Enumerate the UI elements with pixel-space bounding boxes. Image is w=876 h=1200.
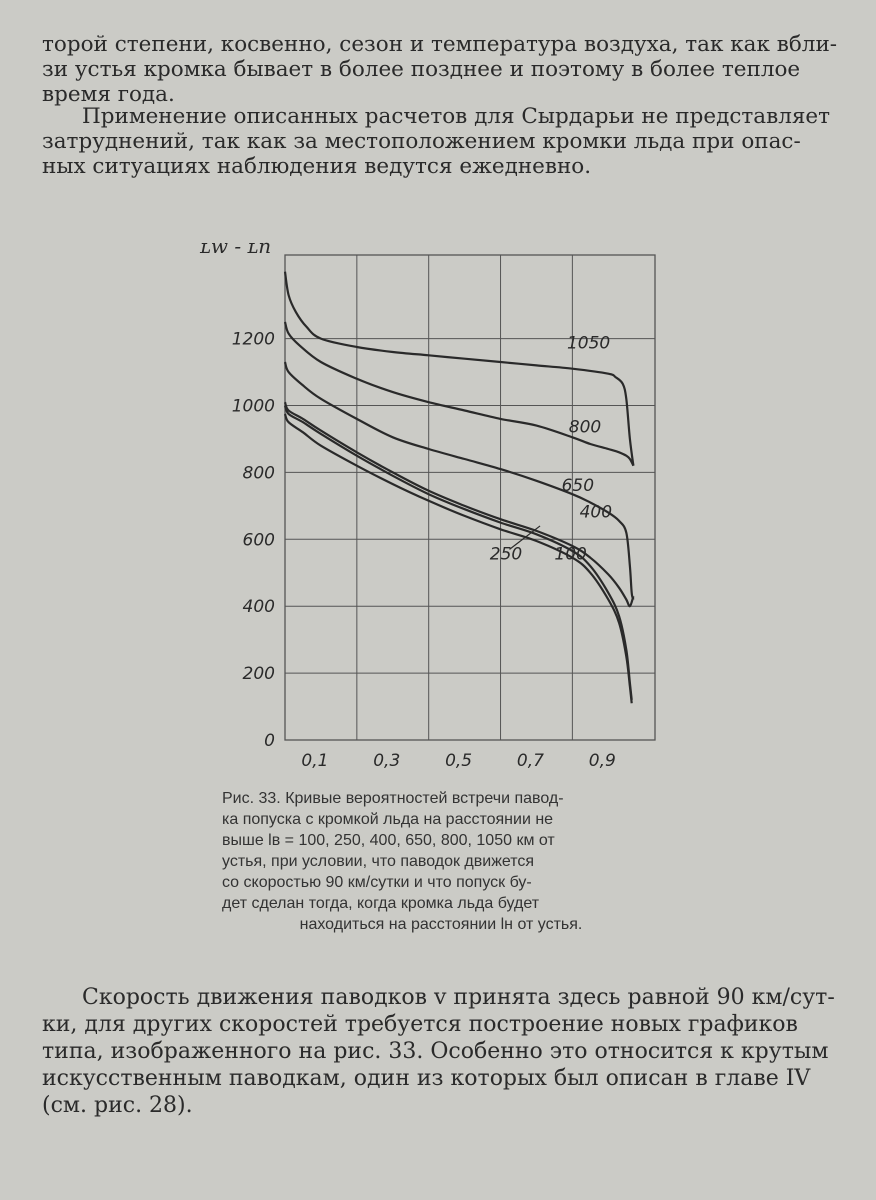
caption-line: со скоростью 90 км/сутки и что попуск бу- bbox=[222, 874, 532, 891]
caption-line: устья, при условии, что паводок движется bbox=[222, 853, 535, 870]
text-line: (см. рис. 28). bbox=[42, 1093, 193, 1118]
text-line: время года. bbox=[42, 82, 175, 107]
text-line: ных ситуациях наблюдения ведутся ежедневно. bbox=[42, 154, 592, 179]
curve-label-100: 100 bbox=[554, 544, 587, 565]
x-tick-label: 0,7 bbox=[516, 751, 544, 771]
y-tick-label: 800 bbox=[242, 463, 275, 484]
text-line: зи устья кромка бывает в более позднее и поэтому в более теплое bbox=[42, 57, 801, 82]
text-line: затруднений, так как за местоположением кромки льда при опас- bbox=[42, 129, 801, 154]
curve-label-400: 400 bbox=[579, 502, 613, 523]
paragraph-3 bbox=[42, 984, 835, 1119]
y-axis-label: ʟw - ʟn bbox=[200, 234, 272, 258]
y-tick-label: 1000 bbox=[231, 396, 275, 417]
text-line: ки, для других скоростей требуется построение новых графиков bbox=[42, 1012, 798, 1037]
figure-caption bbox=[222, 788, 660, 935]
x-tick-label: 0,9 bbox=[588, 751, 616, 771]
y-tick-label: 1200 bbox=[231, 329, 275, 350]
text-line: Применение описанных расчетов для Сырдарьи не представляет bbox=[82, 104, 831, 129]
x-tick-label: 0,5 bbox=[445, 751, 473, 771]
y-tick-label: 400 bbox=[242, 597, 275, 618]
x-tick-label: 0,1 bbox=[301, 751, 329, 771]
caption-line: Рис. 33. Кривые вероятностей встречи павод- bbox=[222, 790, 564, 807]
paragraph-1 bbox=[42, 32, 838, 107]
paragraph-2 bbox=[42, 104, 832, 179]
caption-line: выше lв = 100, 250, 400, 650, 800, 1050 км от bbox=[222, 832, 555, 849]
plot-frame bbox=[285, 255, 655, 740]
curve-label-800: 800 bbox=[568, 417, 602, 438]
y-tick-label: 0 bbox=[264, 731, 275, 751]
curve-label-650: 650 bbox=[561, 475, 595, 496]
caption-line: находиться на расстоянии lн от устья. bbox=[299, 916, 583, 933]
caption-line: дет сделан тогда, когда кромка льда будет bbox=[222, 895, 540, 912]
y-tick-label: 600 bbox=[242, 530, 275, 551]
probability-chart bbox=[190, 225, 670, 780]
x-tick-label: 0,3 bbox=[373, 751, 401, 771]
y-tick-label: 200 bbox=[242, 664, 275, 685]
text-line: искусственным паводкам, один из которых был описан в главе IV bbox=[42, 1066, 811, 1091]
curve-label-1050: 1050 bbox=[566, 333, 611, 354]
text-line: типа, изображенного на рис. 33. Особенно это относится к крутым bbox=[42, 1039, 829, 1064]
curve-label-250: 250 bbox=[489, 544, 523, 565]
text-line: торой степени, косвенно, сезон и температура воздуха, так как вбли- bbox=[42, 32, 838, 57]
text-line: Скорость движения паводков v принята здесь равной 90 км/сут- bbox=[82, 985, 835, 1010]
caption-line: ка попуска с кромкой льда на расстоянии не bbox=[222, 811, 554, 828]
